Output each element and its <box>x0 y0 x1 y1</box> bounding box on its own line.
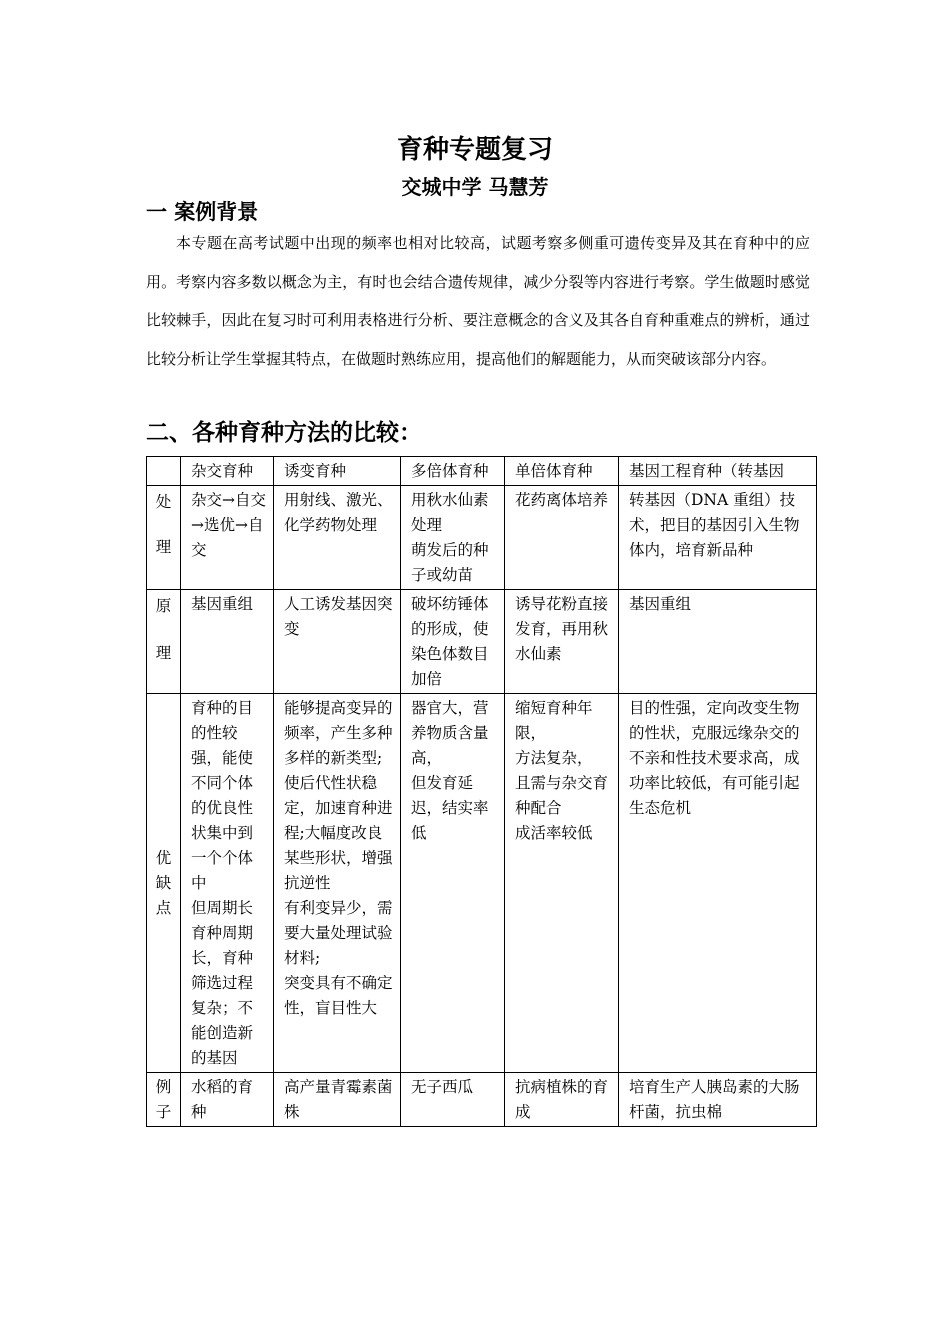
header-cell: 多倍体育种 <box>401 457 505 486</box>
table-cell: 高产量青霉素菌株 <box>274 1073 401 1127</box>
document-title: 育种专题复习 <box>396 135 553 165</box>
section-heading-background: 一 案例背景 <box>146 199 259 224</box>
table-cell: 基因重组 <box>181 590 274 694</box>
row-label-char: 点 <box>155 899 172 917</box>
table-cell: 抗病植株的育成 <box>505 1073 619 1127</box>
table-cell: 花药离体培养 <box>505 486 619 590</box>
table-cell: 杂交→自交→选优→自交 <box>181 486 274 590</box>
table-cell: 诱导花粉直接发育，再用秋水仙素 <box>505 590 619 694</box>
header-cell: 诱变育种 <box>274 457 401 486</box>
table-row-examples <box>147 1073 817 1127</box>
table-row-principle <box>147 590 817 694</box>
row-label-char: 理 <box>155 538 172 556</box>
table-cell: 器官大，营养物质含量高， 但发育延迟，结实率低 <box>401 694 505 1073</box>
table-cell: 用秋水仙素处理 萌发后的种子或幼苗 <box>401 486 505 590</box>
table-cell: 育种的目的性较强，能使不同个体的优良性状集中到一个个体中 但周期长育种周期长，育种筛选过程复杂；不能创造新的基因 <box>181 694 274 1073</box>
author-line: 交城中学 马慧芳 <box>401 175 549 199</box>
row-label-principle <box>147 590 181 694</box>
table-cell: 人工诱发基因突变 <box>274 590 401 694</box>
section-heading-comparison: 二、各种育种方法的比较： <box>146 419 422 446</box>
row-label-char: 缺 <box>155 874 172 892</box>
header-cell: 杂交育种 <box>181 457 274 486</box>
table-cell: 无子西瓜 <box>401 1073 505 1127</box>
table-cell: 目的性强，定向改变生物的性状，克服远缘杂交的不亲和性技术要求高，成功率比较低，有可能引起生态危机 <box>619 694 817 1073</box>
header-cell: 基因工程育种（转基因 <box>619 457 817 486</box>
table-cell: 用射线、激光、化学药物处理 <box>274 486 401 590</box>
table-row-processing <box>147 486 817 590</box>
table-cell: 缩短育种年限， 方法复杂， 且需与杂交育种配合 成活率较低 <box>505 694 619 1073</box>
row-label-char: 例 <box>155 1078 172 1096</box>
table-cell: 培育生产人胰岛素的大肠杆菌，抗虫棉 <box>619 1073 817 1127</box>
row-label-char: 原 <box>155 597 172 615</box>
row-label-processing <box>147 486 181 590</box>
row-label-char: 子 <box>155 1103 172 1121</box>
table-cell: 能够提高变异的频率，产生多种多样的新类型;使后代性状稳定，加速育种进程;大幅度改良某些形状，增强抗逆性 有利变异少，需要大量处理试验材料; 突变具有不确定性，盲目性大 <box>274 694 401 1073</box>
row-label-char: 优 <box>155 849 172 867</box>
table-cell: 基因重组 <box>619 590 817 694</box>
row-label-char: 理 <box>155 644 172 662</box>
header-cell-empty <box>147 457 181 486</box>
table-cell: 水稻的育种 <box>181 1073 274 1127</box>
row-label-pros-cons <box>147 694 181 1073</box>
row-label-char: 处 <box>155 493 172 511</box>
table-cell: 转基因（DNA 重组）技术，把目的基因引入生物体内，培育新品种 <box>619 486 817 590</box>
breeding-comparison-table <box>146 456 817 1127</box>
table-cell: 破坏纺锤体的形成，使染色体数目加倍 <box>401 590 505 694</box>
background-paragraph: 本专题在高考试题中出现的频率也相对比较高，试题考察多侧重可遗传变异及其在育种中的应用。考察内容多数以概念为主，有时也会结合遗传规律，减少分裂等内容进行考察。学生做题时感觉比较棘手，因此在复习时可利用表格进行分析、要注意概念的含义及其各自育种重难点的辨析，通过比较分析让学生掌握其特点，在做题时熟练应用，提高他们的解题能力，从而突破该部分内容。 <box>146 234 810 368</box>
row-label-examples <box>147 1073 181 1127</box>
header-cell: 单倍体育种 <box>505 457 619 486</box>
table-header-row <box>147 457 817 486</box>
table-row-pros-cons <box>147 694 817 1073</box>
